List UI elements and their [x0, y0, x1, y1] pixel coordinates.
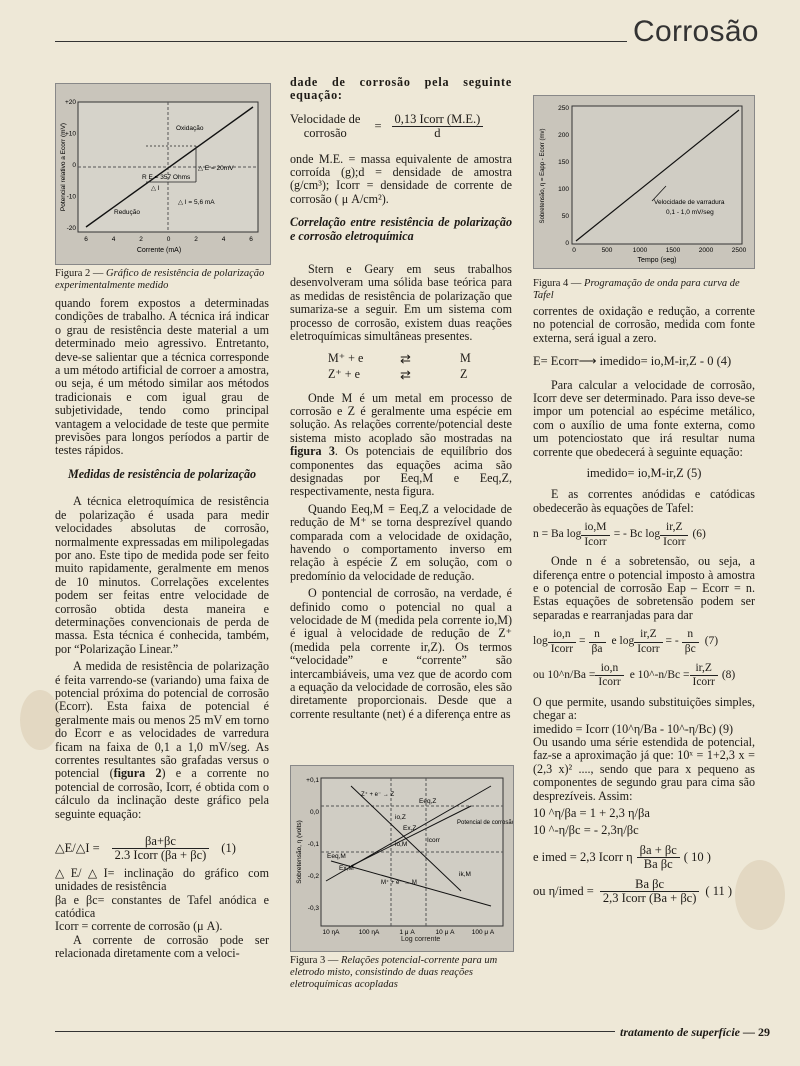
tick-label: 0,0 — [309, 809, 319, 816]
tick-label: 0 — [72, 162, 76, 169]
y-axis-label: Sobretensão, η (volts) — [296, 820, 303, 884]
tick-label: 1000 — [632, 247, 648, 254]
paragraph: quando forem expostos a determinadas condições de trabalho. A técnica irá indicar o grau de resistência deste material a um determinado meio agressivo. Entretanto, deve-se salientar que a técnica corresponde a um método artificial de corroer a amostra, ou seja, é um método similar aos métodos tradicionais e com igual grau de subjetividade, tendo como principal vantagem a velocidade de teste que permite previsões para longos períodos a partir de testes rápidos. — [55, 296, 269, 458]
x-axis-label: Tempo (seg) — [637, 257, 677, 264]
delta-i-value-label: △ I = 5,6 mA — [178, 199, 215, 206]
paragraph: onde M.E. = massa equivalente de amostra corroída (g);d = densidade de amostra (g/cm³); Icorr = densidade de corrente de corrosão ( μ A/cm²). — [290, 151, 512, 206]
reduction-label: Redução — [114, 209, 141, 216]
eeqm-label: Eeq,M — [327, 853, 346, 860]
paragraph: Onde M é um metal em processo de corrosão e Z é geralmente uma espécie em solução. As relações corrente/potencial deste sistema misto acoplado são mostradas na figura 3. Os potenciais de equilíbrio dos componentes das equações acima são designadas por Eeq,M e Eeq,Z, respectivamente, nesta figura. — [290, 390, 512, 499]
equation-6: n = Ba log $\frac{io,M}{\text{Icorr}}$ = - Bc log $\frac{ir,Z}{\text{Icorr}}$ (6) — [533, 521, 706, 548]
figure-ref: figura 3 — [290, 444, 335, 459]
delta-i-label: △ I — [151, 185, 160, 192]
reaction-1-right: M — [460, 350, 471, 365]
tick-label: 2000 — [698, 247, 714, 254]
tick-label: -20 — [66, 225, 76, 232]
tick-label: 2500 — [731, 247, 747, 254]
m1-label: M⁺ + e⁻ → M — [381, 880, 417, 886]
tick-label: 250 — [558, 105, 569, 112]
page-number: 29 — [758, 1025, 770, 1039]
definition: △E/△I= inclinação do gráfico com unidades de resistência — [55, 865, 269, 894]
tick-label: 100 — [558, 186, 569, 193]
paragraph: dade de corrosão pela seguinte equação: — [290, 75, 512, 103]
reaction-2-left: Z⁺ + e — [328, 366, 361, 381]
tick-label: +10 — [64, 130, 76, 138]
exm-label: Ex,M — [339, 865, 354, 872]
paragraph: Para calcular a velocidade de corrosão, Icorr deve ser determinado. Para isso deve-se impor um potencial ao espécime metálico, com o auxílio de uma fonte externa, como um potenciostato que irá resultar numa corrente que obedecerá à seguinte equação: — [533, 377, 755, 459]
ioz-label: io,Z — [395, 814, 406, 821]
tick-label: 6 — [249, 236, 253, 243]
figure-4-plot — [534, 96, 754, 268]
paragraph: correntes de oxidação e redução, a corrente no potencial de corrosão, medida com fonte externa, será igual a zero. — [533, 304, 755, 345]
equation-5: imedido= io,M-ir,Z (5) — [586, 466, 702, 481]
tick-label: +0,1 — [306, 777, 319, 784]
paragraph: O pontencial de corrosão, na verdade, é definido como o potencial no qual a velocidade de M (medida pela corrente io,M) é igual à velocidade de redução de Z⁺ (medida pela corrente ir,Z). Os termos “velocidade” e “corrente” são intercambiáveis, uma vez que de acordo com a equação da velocidade de corrosão, eles são diretamente proporcionais. Desde que a corrente resultante (net) é a diferença entre as — [290, 586, 512, 721]
tick-label: 0 — [572, 247, 576, 254]
exz-label: Ex,Z — [403, 825, 417, 832]
header-rule — [55, 41, 627, 42]
caption-text: Gráfico de resistência de polarização experimentalmente medido — [55, 268, 265, 291]
reactions — [290, 352, 512, 386]
definition: Icorr = corrente de corrosão (μ A). — [55, 919, 223, 934]
paragraph: Stern e Geary em seus trabalhos desenvolveram uma sólida base teórica para as medidas de resistência de polarização que sumariza-se a seguir. Em um sistema com processo de corrosão, existem duas reações eletroquímicas simultâneas presentes. — [290, 262, 512, 344]
tick-label: 0 — [565, 240, 569, 247]
column-3 — [533, 305, 755, 911]
equation-b: 10 ^-η/βc = - 2,3η/βc — [533, 823, 639, 838]
tick-label: 4 — [221, 236, 226, 243]
tick-label: -0,2 — [307, 873, 319, 880]
ikm-label: ik,M — [459, 871, 471, 878]
tick-label: 500 — [601, 247, 613, 254]
footer — [620, 1025, 770, 1040]
equation-velocity: Velocidade de corrosão = $\frac{\text{0,13 Icorr (M.E.)}}{d}$ — [290, 113, 512, 141]
figure-4 — [533, 95, 755, 269]
tick-label: 150 — [558, 159, 569, 166]
tick-label: +20 — [64, 99, 76, 106]
equation-1: △E/△I = $\frac{\beta a+\beta c}{\text{2.3 Icorr (βa + βc)}}$ (1) — [55, 834, 236, 863]
sweep-range-note: 0,1 - 1,0 mV/seg — [666, 209, 714, 216]
tick-label: 10 μ A — [435, 929, 455, 936]
potential-label: Potencial de corrosão — [457, 820, 513, 826]
definition: βa e βc= constantes de Tafel anódica e catódica — [55, 892, 269, 921]
caption-text: Programação de onda para curva de Tafel — [533, 278, 740, 301]
tick-label: 1 μ A — [399, 929, 415, 936]
paragraph: O que permite, usando substituições simples, chegar a: — [533, 694, 755, 723]
tick-label: 1500 — [665, 247, 681, 254]
figure-2-plot — [56, 84, 270, 264]
x-axis-label: Corrente (mA) — [136, 247, 182, 254]
equation-8: ou 10^n/Ba = $\frac{io,n}{\text{Icorr}}$ e 10^-n/Bc = $\frac{ir,Z}{\text{Icorr}}$ (8) — [533, 661, 736, 689]
caption-label: Figura 3 — — [290, 955, 339, 966]
paragraph: A medida de resistência de polarização é feita varrendo-se (variando) uma faixa de potencial próxima do potencial de corrosão (Ecorr). Esta faixa de potencial é geralmente mais ou menos 25 mV em torno do Ecorr e as velocidades de varredura ficam na faixa de 0,1 a 1,0 mV/seg. As correntes resultantes são grafadas versus o potencial (figura 2) e a corrente no potencial de corrosão, Icorr, é obtida com o cálculo da inclinação deste gráfico pela seguinte equação: — [55, 659, 269, 821]
tick-label: 0 — [166, 236, 171, 243]
x-axis-label: Log corrente — [401, 936, 441, 943]
iom-label: io,M — [395, 841, 408, 848]
equilibrium-arrow: ⇄ — [400, 350, 411, 366]
subheading-correlation: Correlação entre resistência de polarização e corrosão eletroquímica — [290, 215, 512, 243]
figure-3-plot — [291, 766, 513, 951]
oxidation-label: Oxidação — [176, 125, 204, 132]
column-2 — [290, 76, 512, 725]
delta-e-label: △ E = 20mV — [198, 165, 234, 172]
equation-a: 10 ^η/βa = 1 + 2,3 η/βa — [533, 806, 650, 820]
caption-text: Relações potencial-corrente para um eletrodo misto, consistindo de duas reações eletroquímicas acopladas — [290, 955, 498, 990]
tick-label: 4 — [111, 236, 116, 243]
tick-label: -10 — [66, 193, 76, 201]
footer-rule — [55, 1031, 615, 1032]
sweep-note: Velocidade de varradura — [654, 199, 725, 206]
resistance-label: R E = 357 Ohms — [142, 174, 191, 181]
equilibrium-arrow: ⇄ — [400, 366, 411, 382]
equation-7: log $\frac{io,n}{\text{Icorr}}$ = $\frac{n}{\beta a}$ e log $\frac{ir,Z}{\text{Icorr}}$ = - $\frac{n}{\beta c}$ (7) — [533, 628, 719, 655]
z1-label: Z⁺ + e⁻ → Z — [361, 792, 395, 798]
figure-2-caption — [55, 268, 269, 292]
journal-name: tratamento de superfície — — [620, 1025, 755, 1039]
tick-label: 2 — [194, 236, 198, 243]
column-1 — [55, 297, 269, 965]
tick-label: 6 — [84, 236, 88, 243]
eeqz-label: Eeq,Z — [419, 798, 437, 805]
section-title: Corrosão — [633, 15, 759, 48]
figure-3-caption — [290, 955, 512, 991]
tick-label: -0,3 — [307, 905, 319, 912]
paragraph: A técnica eletroquímica de resistência de polarização é usada para medir velocidades absolutas de corrosão, normalmente expressadas em milipolegadas por ano. Este tipo de medida pode ser feito muito rapidamente, geralmente em menos de 10 minutos. Correlações excelentes podem ser feitas entre velocidade de corrosão obtida desta maneira e determinações convencionais de perda de massa. Esta técnica é conhecida, também, por “Polarização Linear.” — [55, 494, 269, 656]
reaction-1-left: M⁺ + e — [328, 350, 364, 365]
tick-label: 50 — [561, 213, 569, 220]
figure-4-caption — [533, 278, 753, 302]
caption-label: Figura 2 — — [55, 268, 104, 279]
tick-label: 100 ηA — [358, 929, 380, 936]
paragraph: Onde n é a sobretensão, ou seja, a diferença entre o potencial imposto à amostra e o potencial de corrosão Eap – Ecorr = n. Estas equações de sobretensão podem ser separadas e rearranjadas para dar — [533, 554, 755, 622]
figure-ref: figura 2 — [113, 766, 162, 781]
y-axis-label: Potencial relativo a Ecorr (mV) — [60, 122, 67, 212]
paragraph: Quando Eeq,M = Eeq,Z a velocidade de redução de M⁺ se torna desprezível quando comparada com a velocidade de oxidação, havendo o comportamento inverso em relação à espécie Z em solução, com o predomínio da velocidade de redução. — [290, 501, 512, 583]
reaction-2-right: Z — [460, 366, 468, 381]
tick-label: 100 μ A — [471, 929, 495, 936]
equation-4: E= Ecorr⟶ imedido= io,M-ir,Z - 0 (4) — [533, 354, 732, 369]
paragraph: A corrente de corrosão pode ser relacionada diretamente com a veloci- — [55, 932, 269, 961]
tick-label: -0,1 — [307, 841, 319, 848]
equation-10: e imed = 2,3 Icorr η $\frac{\beta a + \beta c}{\text{Ba βc}}$ ( 10 ) — [533, 842, 711, 872]
paragraph: Ou usando uma série estendida de potencial, faz-se a aproximação já que: 10ˣ = 1+2,3 x = (2,3 x)² ...., sendo que para x pequeno as componentes de segundo grau para cima são desprezíveis. Assim: — [533, 734, 755, 803]
equation-9: imedido = Icorr (10^η/Ba - 10^-η/Bc) (9) — [533, 721, 734, 736]
y-axis-label: Sobretensão, η = Eapp - Ecorr (mv) — [540, 128, 546, 224]
icorr-label: Icorr — [427, 837, 440, 844]
figure-3 — [290, 765, 514, 952]
caption-label: Figura 4 — — [533, 278, 582, 289]
equation-11: ou η/imed = $\frac{\text{Ba βc}}{\text{2,3 Icorr (Ba + βc)}}$ ( 11 ) — [533, 876, 733, 906]
paper-stain — [20, 690, 60, 750]
tick-label: 2 — [139, 236, 143, 243]
figure-2 — [55, 83, 271, 265]
subheading-polarization: Medidas de resistência de polarização — [67, 466, 257, 481]
tick-label: 10 ηA — [322, 929, 340, 936]
tick-label: 200 — [558, 132, 569, 139]
paragraph: E as correntes anódidas e catódicas obedecerão às equações de Tafel: — [533, 487, 755, 515]
